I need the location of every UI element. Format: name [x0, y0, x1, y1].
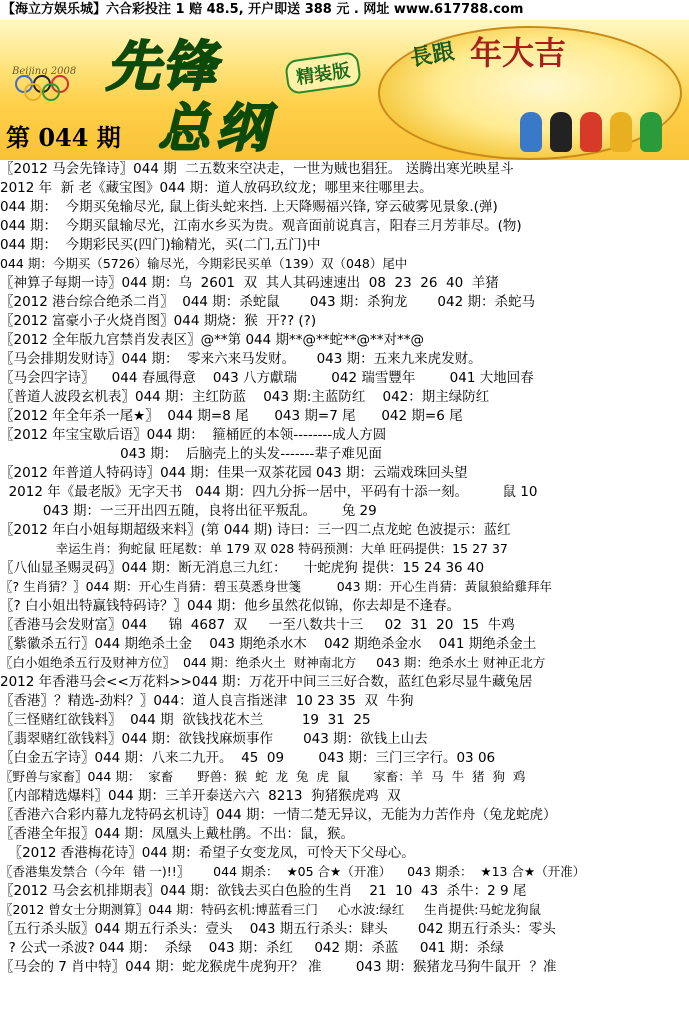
text-line: 044 期： 今期买鼠输尽光，江南水乡买为贵。观音面前说真言，阳春三月芳菲尽。(物)	[0, 218, 522, 234]
text-line: 2012 年香港马会<<万花料>>044 期：万花开中间三三好合数，蓝红色彩尽显牛藏兔居	[0, 674, 533, 690]
text-line: 044 期：今期买（5726）输尽光，今期彩民买单（139）双（048）尾中	[0, 256, 408, 271]
text-line: 〖? 生肖猜？〗044 期：开心生肖猜：碧玉莫悉身世箋 043 期：开心生肖猜：黃鼠狼給雞拜年	[0, 579, 553, 594]
banner-title-main: 先锋	[106, 35, 218, 98]
text-line: 〖2012 年宝宝歇后语〗044 期： 箍桶匠的本领--------成人方圆	[0, 427, 387, 443]
text-line: 〖翡翠赌红欲钱料〗044 期：欲钱找麻烦事作 043 期：欲钱上山去	[0, 731, 428, 747]
text-line: 〖香港全年报〗044 期：凤凰头上戴杜鹃。不出：鼠，猴。	[0, 826, 355, 842]
olympic-rings-icon	[12, 74, 92, 104]
text-line: 〖普道人波段玄机表〗044 期：主红防蓝 043 期:主蓝防红 042：期主绿防红	[0, 389, 490, 405]
beijing-logo-text: Beijing 2008	[12, 66, 77, 77]
mascot-yellow	[610, 112, 632, 152]
text-line: 043 期： 后脑壳上的头发-------辈子难见面	[0, 446, 382, 462]
text-line: 〖2012 年普道人特码诗〗044 期：佳果一双茶花园 043 期：云端戏珠回头望	[0, 465, 468, 481]
text-line: 044 期： 今期彩民买(四门)输精光，买(二门,五门)中	[0, 237, 321, 253]
mascots-illustration	[520, 112, 680, 156]
ad-banner-text: 【海立方娱乐城】六合彩投注 1 赔 48.5, 开户即送 388 元 . 网址 www.617788.com	[0, 0, 689, 20]
disc-text-b: 年大吉	[470, 34, 567, 72]
text-line: 〖2012 马会玄机排期表〗044 期：欲钱去买白色脸的生肖 21 10 43 杀牛：2 9 尾	[0, 883, 527, 899]
text-line: ? 公式一杀波? 044 期： 杀绿 043 期：杀红 042 期：杀蓝 041 期：杀绿	[0, 940, 504, 956]
issue-number-label: 第 044 期	[6, 123, 121, 152]
text-line: 〖香港集发禁合（今年 错 一)!!〗 044 期杀： ★05 合★（开准） 043 期杀： ★13 合★（开准）	[0, 864, 586, 879]
text-line: 〖2012 曾女士分期测算〗044 期：特码玄机:博蓝看三门 心水波:绿红 生肖提供:马蛇龙狗鼠	[0, 902, 541, 917]
text-line: 〖白小姐绝杀五行及财神方位〗 044 期：绝杀火土 财神南北方 043 期：绝杀水土 财神正北方	[0, 655, 546, 670]
text-line: 〖2012 富豪小子火烧肖图〗044 期烧：猴 开?? (?)	[0, 313, 317, 329]
text-line: 〖紫徽杀五行〗044 期绝杀土金 043 期绝杀水木 042 期绝杀金水 041 期绝杀金土	[0, 636, 537, 652]
banner-title-sub: 总纲	[158, 99, 275, 159]
text-line: 044 期： 今期买兔输尽光, 鼠上街头蛇来挡. 上天降赐福兴锋, 穿云破雾见景象.(弹)	[0, 199, 498, 215]
text-line: 〖2012 马会先锋诗〗044 期 二五数来空决走，一世为贼也猖狂。 送腾出寒光映星斗	[0, 161, 514, 177]
text-line: 〖香港〗？精选-劲料？〗044：道人良言指迷津 10 23 35 双 牛狗	[0, 693, 414, 709]
text-line: 〖马会排期发财诗〗044 期： 零来六来马发财。 043 期：五来九来虎发财。	[0, 351, 482, 367]
text-line: 〖2012 全年版九宫禁肖发表区〗@**第 044 期**@**蛇**@**对**@	[0, 332, 424, 348]
text-line: 〖香港马会发财富〗044 锦 4687 双 一至八数共十三 02 31 20 15 牛鸡	[0, 617, 515, 633]
mascot-blue	[520, 112, 542, 152]
text-line: 〖? 白小姐出特赢钱特码诗？〗044 期：他乡虽然花似锦，你去却是不逢春。	[0, 598, 461, 614]
text-line: 幸运生肖：狗蛇鼠 旺尾数：单 179 双 028 特码预测：大单 旺码提供：15 27 37	[0, 541, 508, 556]
mascot-green	[640, 112, 662, 152]
edition-badge: 精装版	[284, 51, 362, 95]
mascot-black	[550, 112, 572, 152]
title-banner	[0, 20, 689, 160]
text-line: 〖白金五字诗〗044 期：八来二九开。 45 09 043 期：三门三字行。03 06	[0, 750, 496, 766]
text-line: 〖马会的 7 肖中特〗044 期：蛇龙猴虎牛虎狗开？ 准 043 期：猴猪龙马狗牛鼠开 ？准	[0, 959, 557, 975]
text-line: 〖马会四字诗〗 044 春風得意 043 八方獻瑞 042 瑞雪豐年 041 大地回春	[0, 370, 534, 386]
text-line: 〖2012 年全年杀一尾★〗 044 期=8 尾 043 期=7 尾 042 期=6 尾	[0, 408, 463, 424]
text-line: 〖2012 年白小姐每期超级来料〗(第 044 期) 诗曰：三一四二点龙蛇 色波提示：蓝红	[0, 522, 511, 538]
text-line: 〖野兽与家畜〗044 期： 家畜 野兽：猴 蛇 龙 兔 虎 鼠 家畜：羊 马 牛 猪 狗 鸡	[0, 769, 526, 784]
text-line: 2012 年《最老版》无字天书 044 期：四九分拆一居中，平码有十添一刻。 鼠 10	[0, 484, 538, 500]
text-line: 〖三怪赌红欲钱料〗 044 期 欲钱找花木兰 19 31 25	[0, 712, 371, 728]
text-line: 〖八仙显圣赐灵码〗044 期：断无消息三九红： 十蛇虎狗 提供：15 24 36 40	[0, 560, 485, 576]
text-line: 〖内部精选爆料〗044 期：三羊开泰送六六 8213 狗猪猴虎鸡 双	[0, 788, 401, 804]
text-line: 〖2012 港台综合绝杀二肖〗 044 期：杀蛇鼠 043 期：杀狗龙 042 期：杀蛇马	[0, 294, 535, 310]
text-line: 2012 年 新 老《藏宝图》044 期：道人放码玖纹龙；哪里来往哪里去。	[0, 180, 433, 196]
text-line: 〖2012 香港梅花诗〗044 期：希望子女变龙凤，可怜天下父母心。	[0, 845, 415, 861]
text-line: 〖神算子每期一诗〗044 期：乌 2601 双 其人其码速速出 08 23 26 40 羊猪	[0, 275, 499, 291]
text-line: 〖五行杀头版〗044 期五行杀头：壹头 043 期五行杀头：肆头 042 期五行杀头：零头	[0, 921, 556, 937]
text-line: 043 期：一三开出四五随，良将出征平叛乱。 兔 29	[0, 503, 377, 519]
text-line: 〖香港六合彩内幕九龙特码玄机诗〗044 期：一情二楚无异议，无能为力苦作舟（兔龙蛇虎）	[0, 807, 557, 823]
mascot-red	[580, 112, 602, 152]
disc-text-a: 長跟	[408, 39, 457, 72]
